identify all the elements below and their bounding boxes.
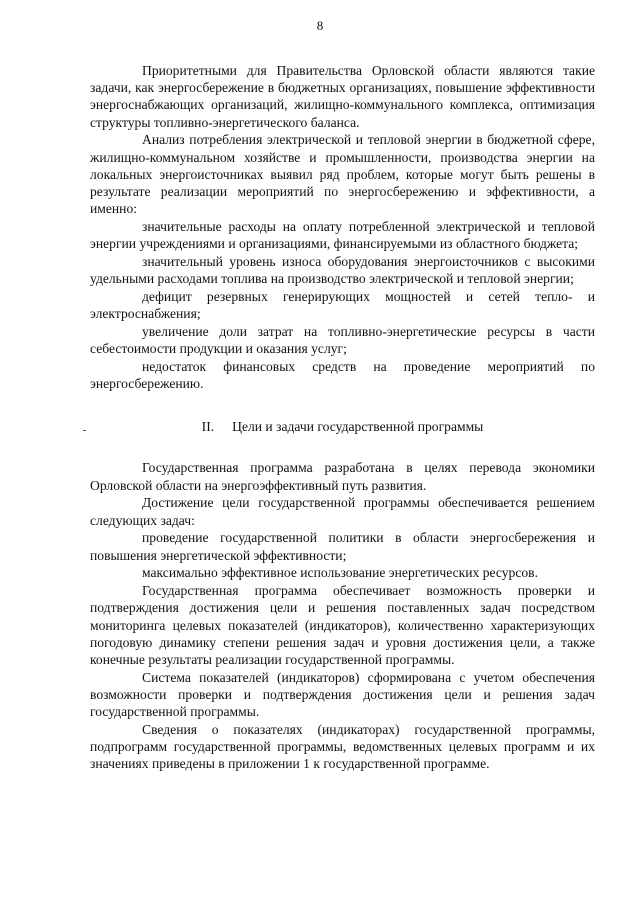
paragraph-monitoring: Государственная программа обеспечивает возможность проверки и подтверждения достижения цели и решения поставленных задач посредством мониторинга целевых показателей (индикаторов), количественно характеризующих погодовую динамику степени решения задач и уровня достижения цели, а также конечные результаты реализации государственной программы. — [90, 583, 595, 668]
paragraph-indicator-system: Система показателей (индикаторов) сформирована с учетом обеспечения возможности проверки и подтверждения достижения цели и решения задач государственной программы. — [90, 669, 595, 720]
margin-mark — [83, 430, 86, 431]
paragraph-indicator-info: Сведения о показателях (индикаторах) государственной программы, подпрограмм государственной программы, ведомственных целевых программ и их значениях приведены в приложении 1 к государственной программе. — [90, 722, 595, 772]
task-item-policy: проведение государственной политики в области энергосбережения и повышения энергетической эффективности; — [90, 530, 595, 563]
problem-item-capacity-deficit: дефицит резервных генерирующих мощностей и сетей тепло- и электроснабжения; — [90, 289, 595, 322]
paragraph-goal-tasks: Достижение цели государственной программы обеспечивается решением следующих задач: — [90, 495, 595, 528]
page-number: 8 — [316, 18, 324, 33]
section-heading — [90, 418, 595, 435]
problem-item-expenses: значительные расходы на оплату потребленной электрической и тепловой энергии учреждениями и организациями, финансируемыми из областного бюджета; — [90, 219, 595, 252]
section-numeral: II. — [201, 419, 215, 435]
paragraph-priorities: Приоритетными для Правительства Орловской области являются такие задачи, как энергосбережение в бюджетных организациях, повышение эффективности энергоснабжающих организаций, жилищно-коммунального комплекса, оптимизация структуры топливно-энергетического баланса. — [90, 63, 595, 130]
task-item-efficient-use: максимально эффективное использование энергетических ресурсов. — [142, 565, 538, 581]
section-title: Цели и задачи государственной программы — [232, 419, 484, 435]
problem-item-equipment-wear: значительный уровень износа оборудования энергоисточников с высокими удельными расходами топлива на производство электрической и тепловой энергии; — [90, 254, 595, 287]
problem-item-funding-shortage: недостаток финансовых средств на проведение мероприятий по энергосбережению. — [90, 359, 595, 392]
paragraph-analysis: Анализ потребления электрической и тепловой энергии в бюджетной сфере, жилищно-коммунальном хозяйстве и промышленности, производства энергии на локальных энергоисточниках выявил ряд проблем, которые могут быть решены в результате реализации мероприятий по энергосбережению и эффективности, а именно: — [90, 132, 595, 217]
problem-item-cost-share: увеличение доли затрат на топливно-энергетические ресурсы в части себестоимости продукции и оказания услуг; — [90, 324, 595, 357]
page-content — [90, 62, 595, 773]
paragraph-program-purpose: Государственная программа разработана в целях перевода экономики Орловской области на энергоэффективный путь развития. — [90, 460, 595, 493]
